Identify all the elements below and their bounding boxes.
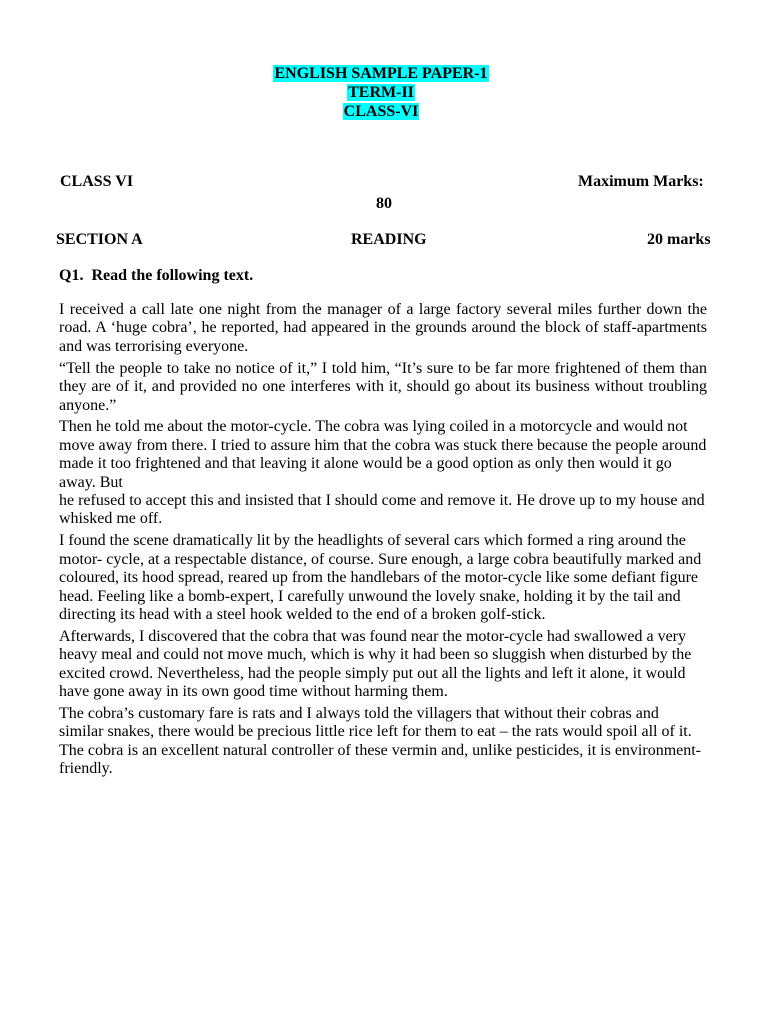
- reading-passage: [59, 301, 707, 782]
- max-marks-label: Maximum Marks:: [578, 173, 704, 190]
- passage-paragraph-2: “Tell the people to take no notice of it,” I told him, “It’s sure to be far more frightened of them than they are of it, and provided no one interferes with it, should go about its business without troubling anyone.”: [59, 359, 707, 414]
- passage-paragraph-5: Afterwards, I discovered that the cobra that was found near the motor-cycle had swallowed a very heavy meal and could not move much, which is why it had been so sluggish when disturbed by the excited crowd. Nevertheless, had the people simply put out all the lights and left it alone, it would have gone away in its own good time without harming them.: [59, 627, 692, 701]
- passage-paragraph-3b: he refused to accept this and insisted that I should come and remove it. He drove up to my house and whisked me off.: [59, 492, 705, 528]
- class-label: CLASS VI: [60, 173, 134, 190]
- passage-paragraph-3a: Then he told me about the motor-cycle. The cobra was lying coiled in a motorcycle and would not move away from there. I tried to assure him that the cobra was stuck there because the people around made it too frightened and that leaving it alone would be a good option as only then would it go away. But: [59, 418, 707, 491]
- question-heading: [59, 266, 253, 285]
- passage-paragraph-4: I found the scene dramatically lit by the headlights of several cars which formed a ring around the motor- cycle, at a respectable distance, of course. Sure enough, a large cobra beautifully marked and coloured, its hood spread, reared up from the handlebars of the motor-cycle like some defiant figure head. Feeling like a bomb-expert, I carefully unwound the lovely snake, holding it by the tail and directing its head with a steel hook welded to the end of a broken golf-stick.: [59, 532, 702, 623]
- question-prompt: Read the following text.: [91, 267, 254, 284]
- section-marks: 20 marks: [647, 231, 711, 248]
- paper-title-block: [0, 64, 762, 121]
- section-topic: READING: [351, 231, 427, 248]
- max-marks-value: 80: [376, 195, 392, 212]
- passage-paragraph-1: I received a call late one night from the manager of a large factory several miles further down the road. A ‘huge cobra’, he reported, had appeared in the grounds around the block of staff-apartments and was terrorising everyone.: [59, 301, 707, 355]
- paper-term: TERM-II: [348, 84, 414, 101]
- paper-title: ENGLISH SAMPLE PAPER-1: [274, 65, 488, 82]
- passage-paragraph-6: The cobra’s customary fare is rats and I always told the villagers that without their cobras and similar snakes, there would be precious little rice left for them to eat – the rats would spoil all of it. The cobra is an excellent natural controller of these vermin and, unlike pesticides, it is environment-friendly.: [59, 705, 702, 778]
- section-name: SECTION A: [56, 231, 143, 248]
- question-number: Q1.: [59, 267, 84, 284]
- paper-class: CLASS-VI: [343, 103, 419, 120]
